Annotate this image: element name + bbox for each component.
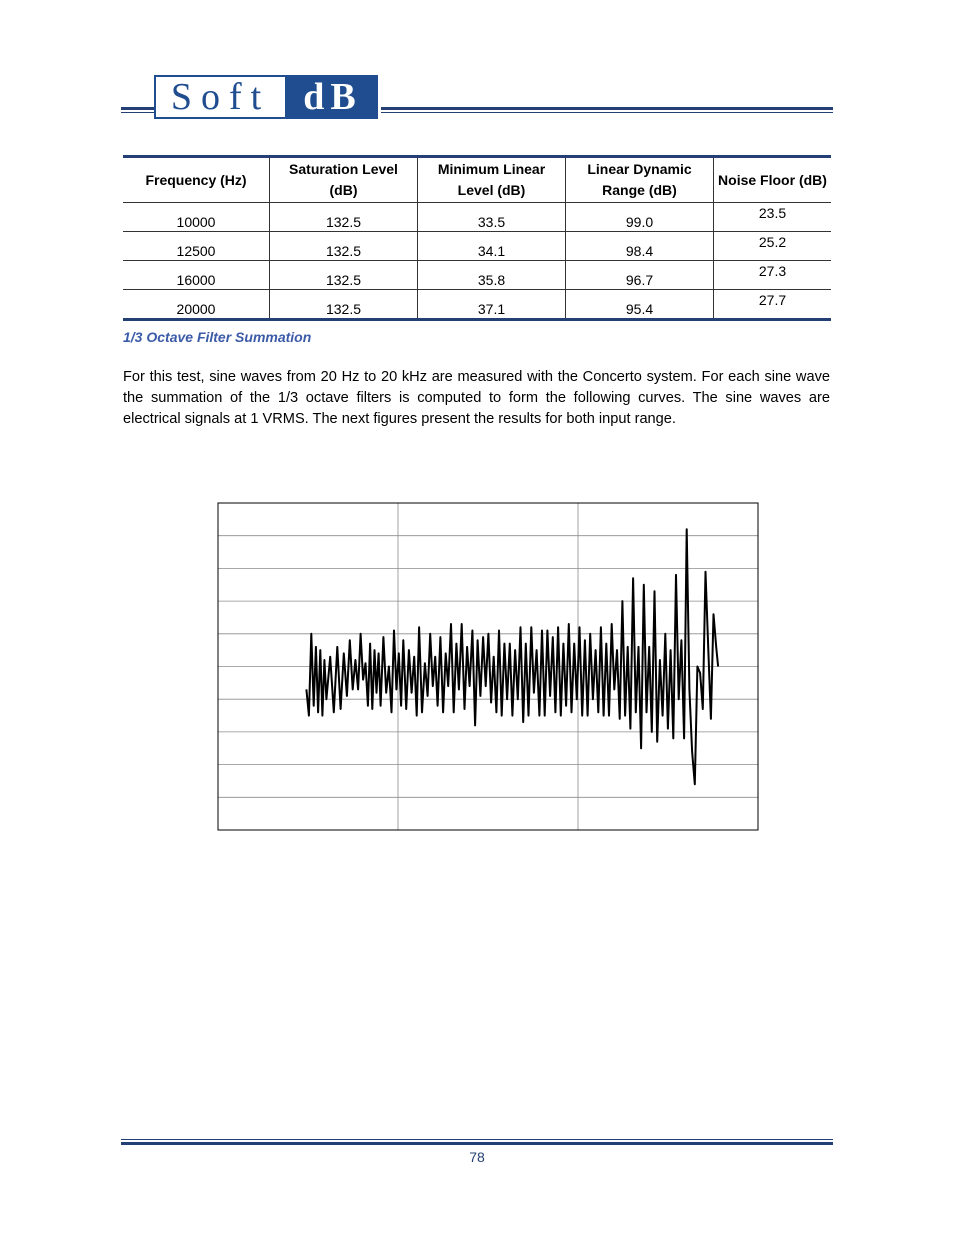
column-header-minimum-linear-level: Minimum Linear Level (dB): [418, 157, 566, 203]
table-cell-minimum-linear-level: 34.1: [418, 232, 566, 261]
softdb-logo: [154, 75, 378, 119]
table-cell-frequency: 20000: [123, 290, 270, 320]
logo-soft-text: Soft: [154, 75, 287, 119]
header-rule-left: [121, 107, 154, 113]
table-cell-linear-dynamic-range: 99.0: [566, 203, 714, 232]
table-cell-noise-floor: 27.7: [714, 290, 832, 320]
table-row: [123, 261, 831, 290]
chart-series-group: [306, 529, 718, 784]
table-cell-linear-dynamic-range: 95.4: [566, 290, 714, 320]
table-cell-saturation-level: 132.5: [270, 232, 418, 261]
footer-rule: [121, 1139, 833, 1145]
table-cell-linear-dynamic-range: 96.7: [566, 261, 714, 290]
header-rule-right: [381, 107, 833, 113]
table-cell-minimum-linear-level: 33.5: [418, 203, 566, 232]
table-cell-linear-dynamic-range: 98.4: [566, 232, 714, 261]
table-cell-frequency: 12500: [123, 232, 270, 261]
table-cell-noise-floor: 27.3: [714, 261, 832, 290]
table-row: [123, 232, 831, 261]
table-cell-frequency: 16000: [123, 261, 270, 290]
table-cell-noise-floor: 23.5: [714, 203, 832, 232]
table-row: [123, 290, 831, 320]
table-cell-frequency: 10000: [123, 203, 270, 232]
filter-summation-chart: [217, 502, 760, 832]
page-number: 78: [469, 1149, 485, 1165]
column-header-noise-floor: Noise Floor (dB): [714, 157, 832, 203]
column-header-saturation-level: Saturation Level (dB): [270, 157, 418, 203]
body-paragraph: For this test, sine waves from 20 Hz to 20 kHz are measured with the Concerto system. For each sine wave the summation of the 1/3 octave filters is computed to form the following curves. The sine waves are electrical signals at 1 VRMS. The next figures present the results for both input range.: [123, 369, 830, 427]
table-cell-saturation-level: 132.5: [270, 203, 418, 232]
section-heading: 1/3 Octave Filter Summation: [123, 329, 312, 345]
chart-series-line: [306, 529, 718, 784]
table-cell-minimum-linear-level: 35.8: [418, 261, 566, 290]
column-header-frequency: Frequency (Hz): [123, 157, 270, 203]
table-row: [123, 203, 831, 232]
table-cell-saturation-level: 132.5: [270, 290, 418, 320]
logo-db-text: dB: [287, 75, 378, 119]
noise-floor-table: [123, 155, 831, 321]
table-cell-saturation-level: 132.5: [270, 261, 418, 290]
column-header-linear-dynamic-range: Linear Dynamic Range (dB): [566, 157, 714, 203]
table-cell-noise-floor: 25.2: [714, 232, 832, 261]
table-cell-minimum-linear-level: 37.1: [418, 290, 566, 320]
table-header-row: [123, 157, 831, 203]
